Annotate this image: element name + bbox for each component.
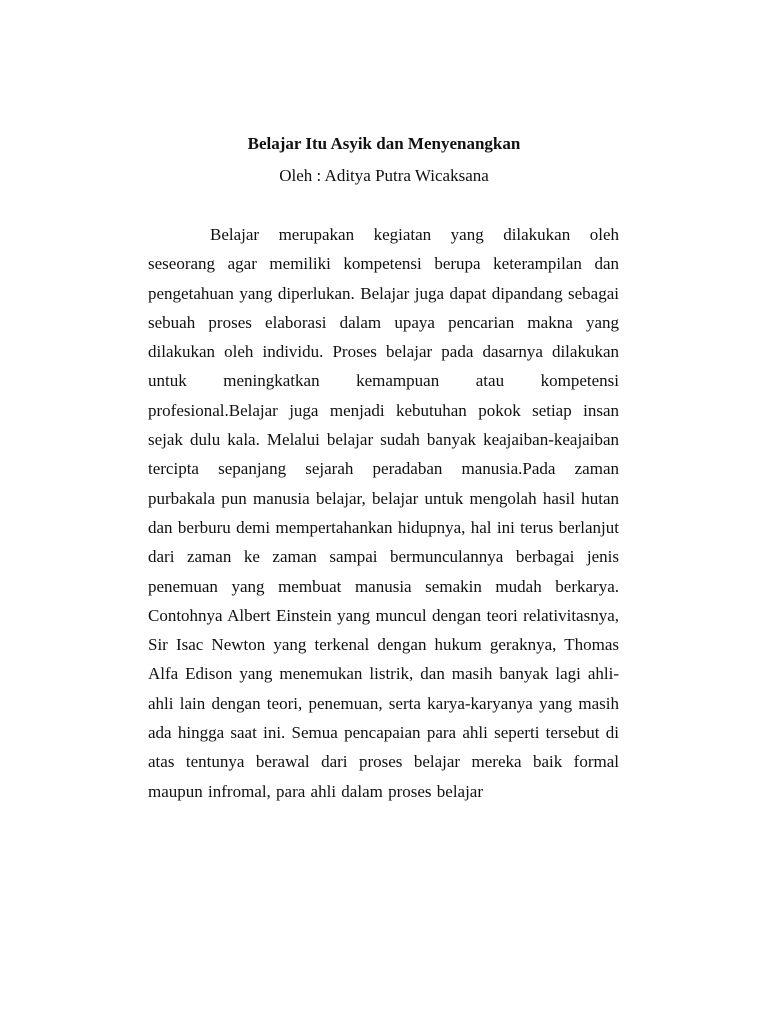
document-title: Belajar Itu Asyik dan Menyenangkan [247,134,521,153]
body-paragraph: Belajar merupakan kegiatan yang dilakukan oleh seseorang agar memiliki kompetensi berupa keterampilan dan pengetahuan yang diperlukan. Belajar juga dapat dipandang sebagai sebuah proses elaborasi dalam upaya pencarian makna yang dilakukan oleh individu. Proses belajar pada dasarnya dilakukan untuk meningkatkan kemampuan atau kompetensi profesional.Belajar juga menjadi kebutuhan pokok setiap insan sejak dulu kala. Melalui belajar sudah banyak keajaiban-keajaiban tercipta sepanjang sejarah peradaban manusia.Pada zaman purbakala pun manusia belajar, belajar untuk mengolah hasil hutan dan berburu demi mempertahankan hidupnya, hal ini terus berlanjut dari zaman ke zaman sampai bermunculannya berbagai jenis penemuan yang membuat manusia semakin mudah berkarya. Contohnya Albert Einstein yang muncul dengan teori relativitasnya, Sir Isac Newton yang terkenal dengan hukum geraknya, Thomas Alfa Edison yang menemukan listrik, dan masih banyak lagi ahli-ahli lain dengan teori, penemuan, serta karya-karyanya yang masih ada hingga saat ini. Semua pencapaian para ahli seperti tersebut di atas tentunya berawal dari proses belajar mereka baik formal maupun infromal, para ahli dalam proses belajar [148,225,619,801]
document-author: Oleh : Aditya Putra Wicaksana [279,166,489,185]
